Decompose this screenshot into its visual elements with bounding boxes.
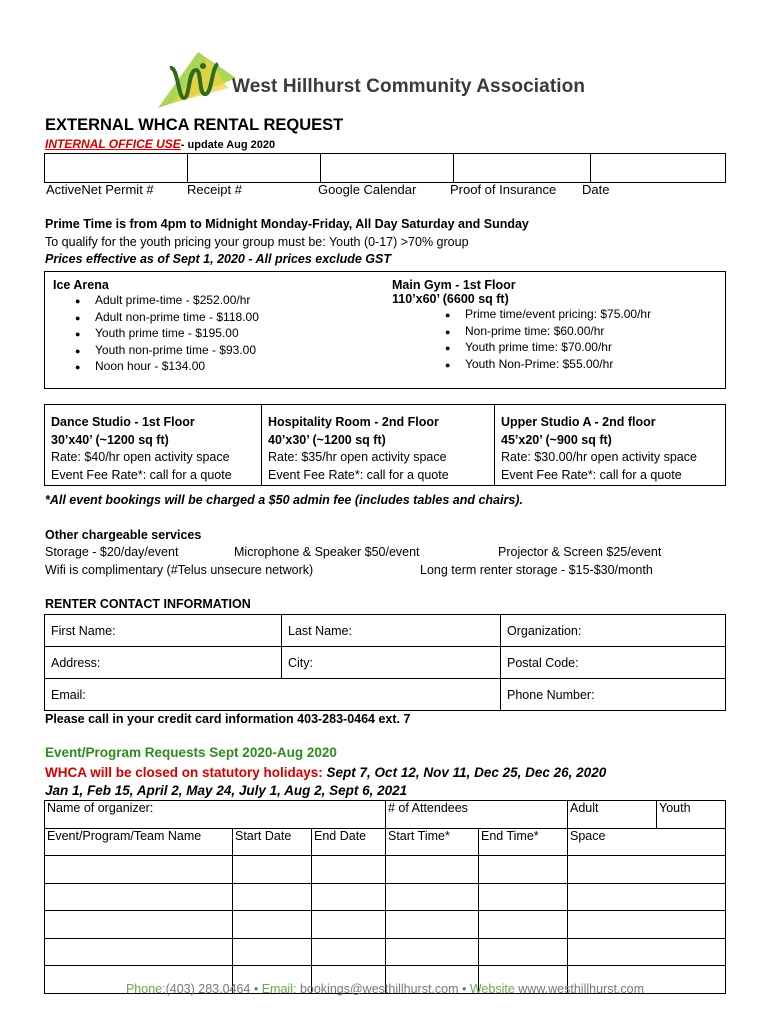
col-end-date: End Date	[312, 828, 386, 856]
organizer-field[interactable]: Name of organizer:	[45, 801, 386, 829]
whca-logo	[148, 48, 238, 112]
contact-table	[44, 614, 726, 711]
phone-number-field[interactable]: Phone Number:	[501, 679, 726, 711]
list-item: ● Non-prime time: $60.00/hr	[390, 323, 651, 340]
office-use-table	[44, 153, 726, 183]
postal-code-field[interactable]: Postal Code:	[501, 647, 726, 679]
table-row	[45, 883, 726, 911]
attendees-field[interactable]: # of Attendees	[386, 801, 568, 829]
contact-title: RENTER CONTACT INFORMATION	[45, 597, 251, 611]
col-space: Space	[568, 828, 726, 856]
footer-email[interactable]: bookings@westhillhurst.com	[299, 982, 459, 996]
proof-insurance-cell[interactable]	[454, 154, 591, 183]
main-gym-list	[390, 306, 651, 372]
ice-arena-list	[45, 292, 259, 375]
prices-effective-note: Prices effective as of Sept 1, 2020 - All prices exclude GST	[45, 252, 391, 266]
room-event-fee: Event Fee Rate*: call for a quote	[51, 467, 232, 482]
main-gym-size: 110’x60’ (6600 sq ft)	[392, 292, 509, 306]
table-row	[45, 856, 726, 884]
other-services-title: Other chargeable services	[45, 528, 202, 542]
upper-studio-box	[494, 404, 726, 486]
col-start-time: Start Time*	[386, 828, 479, 856]
list-item: ● Adult prime-time - $252.00/hr	[45, 292, 259, 309]
long-term-storage: Long term renter storage - $15-$30/month	[420, 563, 653, 577]
room-rate: Rate: $40/hr open activity space	[51, 450, 230, 464]
last-name-field[interactable]: Last Name:	[282, 615, 501, 647]
footer-website[interactable]: www.westhillhurst.com	[518, 982, 645, 996]
org-name: West Hillhurst Community Association	[232, 76, 586, 97]
ice-gym-box	[44, 271, 726, 389]
event-table	[44, 800, 726, 994]
closed-label: WHCA will be closed on statutory holidays:	[45, 765, 323, 780]
room-event-fee: Event Fee Rate*: call for a quote	[268, 467, 449, 482]
storage-service: Storage - $20/day/event	[45, 545, 179, 559]
projector-service: Projector & Screen $25/event	[498, 545, 662, 559]
prime-time-note: Prime Time is from 4pm to Midnight Monday-Friday, All Day Saturday and Sunday	[45, 217, 529, 231]
main-gym-title: Main Gym - 1st Floor	[392, 278, 516, 292]
room-size: 45’x20’ (~900 sq ft)	[501, 432, 612, 447]
hospitality-room-box	[261, 404, 495, 486]
credit-card-note: Please call in your credit card information 403-283-0464 ext. 7	[45, 712, 411, 726]
list-item: ● Youth prime time - $195.00	[45, 325, 259, 342]
internal-office-subtitle	[45, 137, 275, 151]
activenet-permit-cell[interactable]	[45, 154, 188, 183]
dance-studio-box	[44, 404, 262, 486]
room-title: Hospitality Room - 2nd Floor	[268, 415, 439, 429]
youth-rule-note: To qualify for the youth pricing your group must be: Youth (0-17) >70% group	[45, 235, 469, 249]
room-title: Dance Studio - 1st Floor	[51, 415, 195, 429]
room-size: 40’x30’ (~1200 sq ft)	[268, 432, 386, 447]
youth-field[interactable]: Youth	[657, 801, 726, 829]
table-row	[45, 911, 726, 939]
col-event-name: Event/Program/Team Name	[45, 828, 233, 856]
footer-email-label: Email:	[261, 982, 297, 996]
update-label: - update Aug 2020	[180, 139, 276, 151]
ice-arena-section	[53, 278, 259, 375]
holidays-line-1	[45, 765, 606, 780]
wifi-note: Wifi is complimentary (#Telus unsecure network)	[45, 563, 314, 577]
adult-field[interactable]: Adult	[568, 801, 657, 829]
list-item: ● Adult non-prime time - $118.00	[45, 309, 259, 326]
room-size: 30’x40’ (~1200 sq ft)	[51, 432, 169, 447]
room-rate: Rate: $30.00/hr open activity space	[501, 450, 697, 464]
room-event-fee: Event Fee Rate*: call for a quote	[501, 467, 682, 482]
footer-phone-label: Phone:	[125, 982, 166, 996]
list-item: ● Youth Non-Prime: $55.00/hr	[390, 356, 651, 373]
receipt-label: Receipt #	[187, 182, 242, 197]
activenet-permit-label: ActiveNet Permit #	[46, 182, 154, 197]
date-label: Date	[582, 182, 610, 197]
footer-website-label: Website	[469, 982, 515, 996]
first-name-field[interactable]: First Name:	[45, 615, 282, 647]
list-item: ● Noon hour - $134.00	[45, 358, 259, 375]
events-title: Event/Program Requests Sept 2020-Aug 2020	[45, 745, 337, 760]
receipt-cell[interactable]	[188, 154, 321, 183]
col-end-time: End Time*	[479, 828, 568, 856]
main-gym-section	[392, 278, 651, 372]
list-item: ● Youth prime time: $70.00/hr	[390, 339, 651, 356]
google-calendar-label: Google Calendar	[318, 182, 417, 197]
google-calendar-cell[interactable]	[321, 154, 454, 183]
table-row	[45, 938, 726, 966]
address-field[interactable]: Address:	[45, 647, 282, 679]
date-cell[interactable]	[591, 154, 726, 183]
mic-service: Microphone & Speaker $50/event	[234, 545, 420, 559]
email-field[interactable]: Email:	[45, 679, 501, 711]
footer-contact: Phone:(403) 283.0464 • Email: bookings@westhillhurst.com • Website www.westhillhurst.com	[125, 982, 645, 996]
proof-insurance-label: Proof of Insurance	[450, 182, 557, 197]
internal-office-label: INTERNAL OFFICE USE	[45, 137, 181, 151]
holidays-2021: Jan 1, Feb 15, April 2, May 24, July 1, Aug 2, Sept 6, 2021	[45, 783, 408, 798]
list-item: ● Prime time/event pricing: $75.00/hr	[390, 306, 651, 323]
organization-field[interactable]: Organization:	[501, 615, 726, 647]
col-start-date: Start Date	[233, 828, 312, 856]
city-field[interactable]: City:	[282, 647, 501, 679]
form-title: EXTERNAL WHCA RENTAL REQUEST	[45, 116, 344, 134]
footer-phone[interactable]: (403) 283.0464	[165, 982, 251, 996]
room-title: Upper Studio A - 2nd floor	[501, 415, 656, 429]
list-item: ● Youth non-prime time - $93.00	[45, 342, 259, 359]
admin-fee-note: *All event bookings will be charged a $50 admin fee (includes tables and chairs).	[45, 493, 523, 507]
holidays-2020: Sept 7, Oct 12, Nov 11, Dec 25, Dec 26, 2020	[326, 765, 607, 780]
room-rate: Rate: $35/hr open activity space	[268, 450, 447, 464]
ice-arena-title: Ice Arena	[53, 278, 109, 292]
